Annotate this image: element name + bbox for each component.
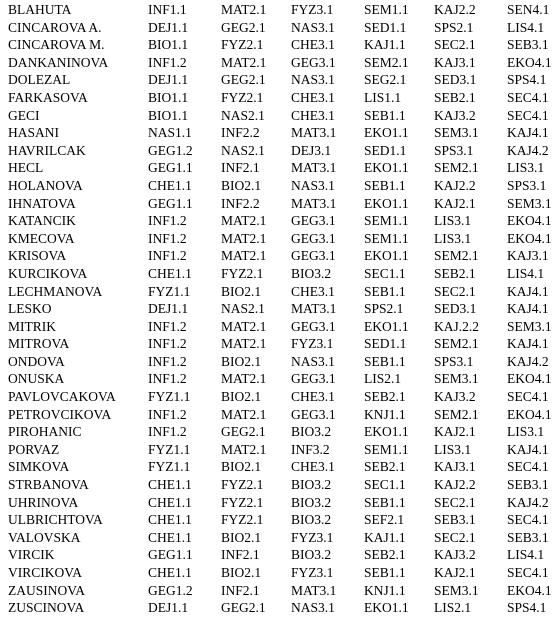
subject-code-cell: SPS4.1 xyxy=(507,600,547,616)
subject-code-cell: CHE1.1 xyxy=(148,477,192,493)
subject-code-cell: GEG3.1 xyxy=(291,371,336,387)
subject-code-cell: SEC2.1 xyxy=(434,529,476,545)
subject-code-cell: BIO2.1 xyxy=(221,565,262,580)
subject-code-cell: SEC4.1 xyxy=(507,565,549,580)
subject-code-cell: MAT2.1 xyxy=(221,248,267,264)
student-name-cell: ONDOVA xyxy=(8,353,65,369)
subject-code-cell: KAJ4.2 xyxy=(507,494,549,510)
table-row xyxy=(0,54,560,72)
subject-code-cell: EKO4.1 xyxy=(507,406,552,422)
subject-code-cell: SEM3.1 xyxy=(434,582,479,598)
subject-code-cell: KAJ4.2 xyxy=(507,353,549,369)
subject-code-cell: MAT2.1 xyxy=(221,2,267,17)
student-name-cell: DANKANINOVA xyxy=(8,54,109,70)
subject-code-cell: DEJ1.1 xyxy=(148,301,189,317)
subject-code-cell: EKO1.1 xyxy=(364,125,409,141)
table-row xyxy=(0,124,560,142)
table-row xyxy=(0,107,560,125)
subject-code-cell: MAT3.1 xyxy=(291,125,337,141)
subject-code-cell: CHE3.1 xyxy=(291,389,335,405)
subject-code-cell: KAJ1.1 xyxy=(364,529,406,545)
subject-code-cell: MAT3.1 xyxy=(291,582,337,598)
student-name-cell: PETROVCIKOVA xyxy=(8,406,112,422)
student-name-cell: IHNATOVA xyxy=(8,195,76,211)
subject-code-cell: INF1.2 xyxy=(148,54,187,70)
subject-code-cell: SEM2.1 xyxy=(434,248,479,264)
subject-code-cell: CHE1.1 xyxy=(148,529,192,545)
subject-code-cell: NAS3.1 xyxy=(291,353,335,369)
subject-code-cell: EKO4.1 xyxy=(507,54,552,70)
subject-code-cell: SEM2.1 xyxy=(434,336,479,352)
subject-code-cell: MAT2.1 xyxy=(221,230,267,246)
subject-code-cell: BIO2.1 xyxy=(221,389,262,405)
subject-code-cell: SEB2.1 xyxy=(434,265,476,281)
subject-code-cell: EKO1.1 xyxy=(364,424,409,440)
subject-code-cell: INF1.2 xyxy=(148,230,187,246)
subject-code-cell: INF2.2 xyxy=(221,125,260,141)
student-name-cell: VIRCIKOVA xyxy=(8,565,83,580)
subject-code-cell: SEM3.1 xyxy=(434,371,479,387)
subject-code-cell: KAJ2.2 xyxy=(434,477,476,493)
table-row xyxy=(0,283,560,301)
subject-code-cell: SEB3.1 xyxy=(507,529,549,545)
subject-code-cell: GEG1.1 xyxy=(148,160,193,176)
subject-code-cell: CHE3.1 xyxy=(291,107,335,123)
subject-code-cell: SPS2.1 xyxy=(364,301,404,317)
subject-code-cell: KAJ4.1 xyxy=(507,336,549,352)
subject-code-cell: INF2.1 xyxy=(221,160,260,176)
subject-code-cell: KAJ2.1 xyxy=(434,195,476,211)
subject-code-cell: KAJ3.2 xyxy=(434,107,476,123)
subject-code-cell: SED3.1 xyxy=(434,72,477,88)
subject-code-cell: SEB2.1 xyxy=(364,547,406,563)
subject-code-cell: GEG3.1 xyxy=(291,230,336,246)
table-row xyxy=(0,494,560,512)
subject-code-cell: MAT2.1 xyxy=(221,213,267,229)
student-name-cell: MITROVA xyxy=(8,336,70,352)
subject-code-cell: LIS2.1 xyxy=(364,371,402,387)
subject-code-cell: BIO3.2 xyxy=(291,265,332,281)
table-row xyxy=(0,247,560,265)
table-row xyxy=(0,582,560,600)
subject-code-cell: SPS4.1 xyxy=(507,72,547,88)
subject-code-cell: LIS2.1 xyxy=(434,600,472,616)
subject-code-cell: KAJ3.1 xyxy=(434,459,476,475)
subject-code-cell: LIS4.1 xyxy=(507,19,545,35)
table-row xyxy=(0,212,560,230)
subject-code-cell: CHE3.1 xyxy=(291,283,335,299)
subject-code-cell: SEM1.1 xyxy=(364,230,409,246)
subject-code-cell: SED1.1 xyxy=(364,336,407,352)
student-name-cell: HASANI xyxy=(8,125,60,141)
subject-code-cell: GEG1.1 xyxy=(148,195,193,211)
subject-code-cell: GEG1.1 xyxy=(148,547,193,563)
subject-code-cell: FYZ1.1 xyxy=(148,389,191,405)
subject-code-cell: KAJ4.1 xyxy=(507,301,549,317)
subject-code-cell: LIS1.1 xyxy=(364,89,402,105)
subject-code-cell: FYZ2.1 xyxy=(221,89,264,105)
subject-code-cell: CHE3.1 xyxy=(291,459,335,475)
table-row xyxy=(0,89,560,107)
subject-code-cell: SPS2.1 xyxy=(434,19,474,35)
subject-code-cell: SEB1.1 xyxy=(364,494,406,510)
subject-code-cell: BIO3.2 xyxy=(291,547,332,563)
student-name-cell: MITRIK xyxy=(8,318,56,334)
student-name-cell: STRBANOVA xyxy=(8,477,89,493)
subject-code-cell: FYZ3.1 xyxy=(291,336,334,352)
table-row xyxy=(0,441,560,459)
subject-code-cell: BIO1.1 xyxy=(148,37,189,53)
subject-code-cell: NAS3.1 xyxy=(291,19,335,35)
subject-code-cell: DEJ3.1 xyxy=(291,142,332,158)
table-row xyxy=(0,388,560,406)
subject-code-cell: NAS3.1 xyxy=(291,72,335,88)
subject-code-cell: SEB2.1 xyxy=(434,89,476,105)
subject-code-cell: SEB1.1 xyxy=(364,107,406,123)
subject-code-cell: INF1.2 xyxy=(148,213,187,229)
subject-code-cell: CHE1.1 xyxy=(148,565,192,580)
subject-code-cell: EKO1.1 xyxy=(364,600,409,616)
subject-code-cell: SEB1.1 xyxy=(364,283,406,299)
student-name-cell: ULBRICHTOVA xyxy=(8,512,103,528)
student-name-cell: HOLANOVA xyxy=(8,177,83,193)
subject-code-cell: KAJ2.2 xyxy=(434,177,476,193)
subject-code-cell: FYZ1.1 xyxy=(148,441,191,457)
subject-code-cell: INF2.1 xyxy=(221,582,260,598)
subject-code-cell: EKO1.1 xyxy=(364,318,409,334)
table-row xyxy=(0,458,560,476)
subject-code-cell: KAJ4.1 xyxy=(507,125,549,141)
subject-code-cell: SEB1.1 xyxy=(364,353,406,369)
student-name-cell: CINCAROVA M. xyxy=(8,37,105,53)
subject-code-cell: NAS2.1 xyxy=(221,142,265,158)
table-row xyxy=(0,36,560,54)
subject-code-cell: EKO4.1 xyxy=(507,582,552,598)
subject-code-cell: INF1.2 xyxy=(148,424,187,440)
student-name-cell: UHRINOVA xyxy=(8,494,79,510)
table-row xyxy=(0,142,560,160)
table-row xyxy=(0,300,560,318)
subject-code-cell: BIO3.2 xyxy=(291,477,332,493)
subject-code-cell: CHE1.1 xyxy=(148,494,192,510)
table-row xyxy=(0,599,560,617)
subject-code-cell: GEG3.1 xyxy=(291,213,336,229)
subject-code-cell: MAT2.1 xyxy=(221,441,267,457)
subject-code-cell: GEG3.1 xyxy=(291,54,336,70)
subject-code-cell: BIO3.2 xyxy=(291,512,332,528)
subject-code-cell: SEC4.1 xyxy=(507,389,549,405)
subject-code-cell: SEM1.1 xyxy=(364,2,409,17)
subject-code-cell: KAJ.2.2 xyxy=(434,318,480,334)
subject-code-cell: MAT3.1 xyxy=(291,160,337,176)
table-row xyxy=(0,71,560,89)
subject-code-cell: KAJ4.1 xyxy=(507,441,549,457)
subject-code-cell: KAJ4.1 xyxy=(507,283,549,299)
subject-code-cell: SEB2.1 xyxy=(364,389,406,405)
subject-code-cell: EKO4.1 xyxy=(507,371,552,387)
subject-code-cell: SEC4.1 xyxy=(507,512,549,528)
subject-code-cell: SEC4.1 xyxy=(507,89,549,105)
subject-code-cell: KAJ2.1 xyxy=(434,424,476,440)
student-name-cell: SIMKOVA xyxy=(8,459,70,475)
table-row xyxy=(0,1,560,19)
subject-code-cell: SEB3.1 xyxy=(434,512,476,528)
table-row xyxy=(0,406,560,424)
subject-code-cell: NAS3.1 xyxy=(291,600,335,616)
subject-code-cell: SEC2.1 xyxy=(434,283,476,299)
student-name-cell: PORVAZ xyxy=(8,441,60,457)
table-row xyxy=(0,195,560,213)
student-name-cell: VALOVSKA xyxy=(8,529,81,545)
subject-code-cell: SEM1.1 xyxy=(364,441,409,457)
subject-code-cell: SEC2.1 xyxy=(434,494,476,510)
subject-code-cell: GEG3.1 xyxy=(291,248,336,264)
table-row xyxy=(0,353,560,371)
student-name-cell: HECL xyxy=(8,160,44,176)
subject-code-cell: MAT3.1 xyxy=(291,195,337,211)
subject-code-cell: INF1.1 xyxy=(148,2,187,17)
subject-code-cell: GEG2.1 xyxy=(221,19,266,35)
subject-code-cell: EKO4.1 xyxy=(507,230,552,246)
student-name-cell: CINCAROVA A. xyxy=(8,19,102,35)
student-name-cell: DOLEZAL xyxy=(8,72,71,88)
subject-code-cell: EKO1.1 xyxy=(364,248,409,264)
table-row xyxy=(0,423,560,441)
student-subject-table xyxy=(0,1,560,617)
subject-code-cell: SEM2.1 xyxy=(434,160,479,176)
table-row xyxy=(0,230,560,248)
student-name-cell: KATANCIK xyxy=(8,213,76,229)
subject-code-cell: SED3.1 xyxy=(434,301,477,317)
subject-code-cell: SEB2.1 xyxy=(364,459,406,475)
subject-code-cell: FYZ2.1 xyxy=(221,512,264,528)
subject-code-cell: SEC1.1 xyxy=(364,477,406,493)
subject-code-cell: INF1.2 xyxy=(148,353,187,369)
subject-code-cell: LIS4.1 xyxy=(507,265,545,281)
subject-code-cell: CHE1.1 xyxy=(148,177,192,193)
student-name-cell: VIRCIK xyxy=(8,547,55,563)
table-row xyxy=(0,564,560,582)
subject-code-cell: FYZ2.1 xyxy=(221,494,264,510)
subject-code-cell: INF1.2 xyxy=(148,371,187,387)
table-row xyxy=(0,265,560,283)
subject-code-cell: SEG2.1 xyxy=(364,72,407,88)
subject-code-cell: FYZ1.1 xyxy=(148,283,191,299)
subject-code-cell: BIO2.1 xyxy=(221,283,262,299)
subject-code-cell: SEB1.1 xyxy=(364,177,406,193)
subject-code-cell: INF2.1 xyxy=(221,547,260,563)
subject-code-cell: CHE1.1 xyxy=(148,512,192,528)
student-name-cell: HAVRILCAK xyxy=(8,142,86,158)
student-name-cell: ZAUSINOVA xyxy=(8,582,86,598)
table-row xyxy=(0,546,560,564)
subject-code-cell: LIS3.1 xyxy=(507,424,545,440)
subject-code-cell: FYZ2.1 xyxy=(221,477,264,493)
subject-code-cell: CHE1.1 xyxy=(148,265,192,281)
subject-code-cell: SEF2.1 xyxy=(364,512,405,528)
student-name-cell: LECHMANOVA xyxy=(8,283,103,299)
subject-code-cell: KAJ3.2 xyxy=(434,389,476,405)
subject-code-cell: BIO3.2 xyxy=(291,494,332,510)
subject-code-cell: FYZ3.1 xyxy=(291,565,334,580)
subject-code-cell: SEM2.1 xyxy=(364,54,409,70)
subject-code-cell: SEB3.1 xyxy=(507,477,549,493)
subject-code-cell: KAJ1.1 xyxy=(364,37,406,53)
student-name-cell: PAVLOVCAKOVA xyxy=(8,389,116,405)
subject-code-cell: SEB3.1 xyxy=(507,37,549,53)
subject-code-cell: SEM3.1 xyxy=(507,195,552,211)
subject-code-cell: FYZ2.1 xyxy=(221,37,264,53)
subject-code-cell: GEG2.1 xyxy=(221,600,266,616)
subject-code-cell: SEC4.1 xyxy=(507,459,549,475)
subject-code-cell: NAS1.1 xyxy=(148,125,192,141)
subject-code-cell: GEG1.2 xyxy=(148,582,193,598)
subject-code-cell: SPS3.1 xyxy=(434,142,474,158)
subject-code-cell: INF1.2 xyxy=(148,406,187,422)
student-name-cell: KURCIKOVA xyxy=(8,265,88,281)
student-name-cell: KRISOVA xyxy=(8,248,67,264)
table-body xyxy=(0,1,560,617)
subject-code-cell: BIO1.1 xyxy=(148,89,189,105)
subject-code-cell: KNJ1.1 xyxy=(364,582,406,598)
table-row xyxy=(0,159,560,177)
table-row xyxy=(0,370,560,388)
subject-code-cell: CHE3.1 xyxy=(291,89,335,105)
subject-code-cell: BIO2.1 xyxy=(221,353,262,369)
subject-code-cell: NAS2.1 xyxy=(221,107,265,123)
subject-code-cell: MAT3.1 xyxy=(291,301,337,317)
subject-code-cell: FYZ3.1 xyxy=(291,2,334,17)
student-name-cell: GECI xyxy=(8,107,40,123)
subject-code-cell: KAJ3.1 xyxy=(434,54,476,70)
subject-code-cell: GEG1.2 xyxy=(148,142,193,158)
subject-code-cell: INF3.2 xyxy=(291,441,330,457)
table-row xyxy=(0,335,560,353)
subject-code-cell: SEC1.1 xyxy=(364,265,406,281)
subject-code-cell: INF2.2 xyxy=(221,195,260,211)
subject-code-cell: GEG2.1 xyxy=(221,424,266,440)
subject-code-cell: BIO1.1 xyxy=(148,107,189,123)
subject-code-cell: SPS3.1 xyxy=(434,353,474,369)
subject-code-cell: KNJ1.1 xyxy=(364,406,406,422)
subject-code-cell: BIO3.2 xyxy=(291,424,332,440)
subject-code-cell: MAT2.1 xyxy=(221,336,267,352)
subject-code-cell: GEG3.1 xyxy=(291,406,336,422)
table-row xyxy=(0,529,560,547)
subject-code-cell: DEJ1.1 xyxy=(148,600,189,616)
subject-code-cell: SEC2.1 xyxy=(434,37,476,53)
subject-code-cell: NAS3.1 xyxy=(291,177,335,193)
subject-code-cell: KAJ4.2 xyxy=(507,142,549,158)
student-name-cell: BLAHUTA xyxy=(8,2,72,17)
subject-code-cell: EKO4.1 xyxy=(507,213,552,229)
subject-code-cell: KAJ2.2 xyxy=(434,2,476,17)
subject-code-cell: LIS3.1 xyxy=(507,160,545,176)
subject-code-cell: SEM2.1 xyxy=(434,406,479,422)
subject-code-cell: LIS3.1 xyxy=(434,441,472,457)
subject-code-cell: DEJ1.1 xyxy=(148,19,189,35)
subject-code-cell: INF1.2 xyxy=(148,248,187,264)
subject-code-cell: DEJ1.1 xyxy=(148,72,189,88)
subject-code-cell: SPS3.1 xyxy=(507,177,547,193)
subject-code-cell: SEC4.1 xyxy=(507,107,549,123)
subject-code-cell: FYZ2.1 xyxy=(221,265,264,281)
subject-code-cell: SEM1.1 xyxy=(364,213,409,229)
subject-code-cell: KAJ2.1 xyxy=(434,565,476,580)
table-row xyxy=(0,476,560,494)
table-row xyxy=(0,318,560,336)
subject-code-cell: LIS3.1 xyxy=(434,230,472,246)
subject-code-cell: MAT2.1 xyxy=(221,318,267,334)
table-row xyxy=(0,177,560,195)
subject-code-cell: KAJ3.1 xyxy=(507,248,549,264)
subject-code-cell: SED1.1 xyxy=(364,19,407,35)
subject-code-cell: KAJ3.2 xyxy=(434,547,476,563)
subject-code-cell: EKO1.1 xyxy=(364,195,409,211)
subject-code-cell: SEM3.1 xyxy=(507,318,552,334)
subject-code-cell: BIO2.1 xyxy=(221,529,262,545)
subject-code-cell: CHE3.1 xyxy=(291,37,335,53)
subject-code-cell: LIS3.1 xyxy=(434,213,472,229)
student-name-cell: ONUSKA xyxy=(8,371,65,387)
subject-code-cell: SEM3.1 xyxy=(434,125,479,141)
subject-code-cell: MAT2.1 xyxy=(221,371,267,387)
student-name-cell: ZUSCINOVA xyxy=(8,600,85,616)
subject-code-cell: INF1.2 xyxy=(148,318,187,334)
subject-code-cell: INF1.2 xyxy=(148,336,187,352)
student-name-cell: FARKASOVA xyxy=(8,89,88,105)
subject-code-cell: BIO2.1 xyxy=(221,177,262,193)
subject-code-cell: GEG3.1 xyxy=(291,318,336,334)
table-row xyxy=(0,19,560,37)
subject-code-cell: SEB1.1 xyxy=(364,565,406,580)
table-row xyxy=(0,511,560,529)
subject-code-cell: BIO2.1 xyxy=(221,459,262,475)
student-name-cell: KMECOVA xyxy=(8,230,75,246)
subject-code-cell: MAT2.1 xyxy=(221,406,267,422)
subject-code-cell: SED1.1 xyxy=(364,142,407,158)
subject-code-cell: FYZ3.1 xyxy=(291,529,334,545)
subject-code-cell: GEG2.1 xyxy=(221,72,266,88)
student-name-cell: PIROHANIC xyxy=(8,424,82,440)
subject-code-cell: FYZ1.1 xyxy=(148,459,191,475)
subject-code-cell: NAS2.1 xyxy=(221,301,265,317)
student-name-cell: LESKO xyxy=(8,301,52,317)
subject-code-cell: MAT2.1 xyxy=(221,54,267,70)
subject-code-cell: EKO1.1 xyxy=(364,160,409,176)
subject-code-cell: LIS4.1 xyxy=(507,547,545,563)
subject-code-cell: SEN4.1 xyxy=(507,2,550,17)
